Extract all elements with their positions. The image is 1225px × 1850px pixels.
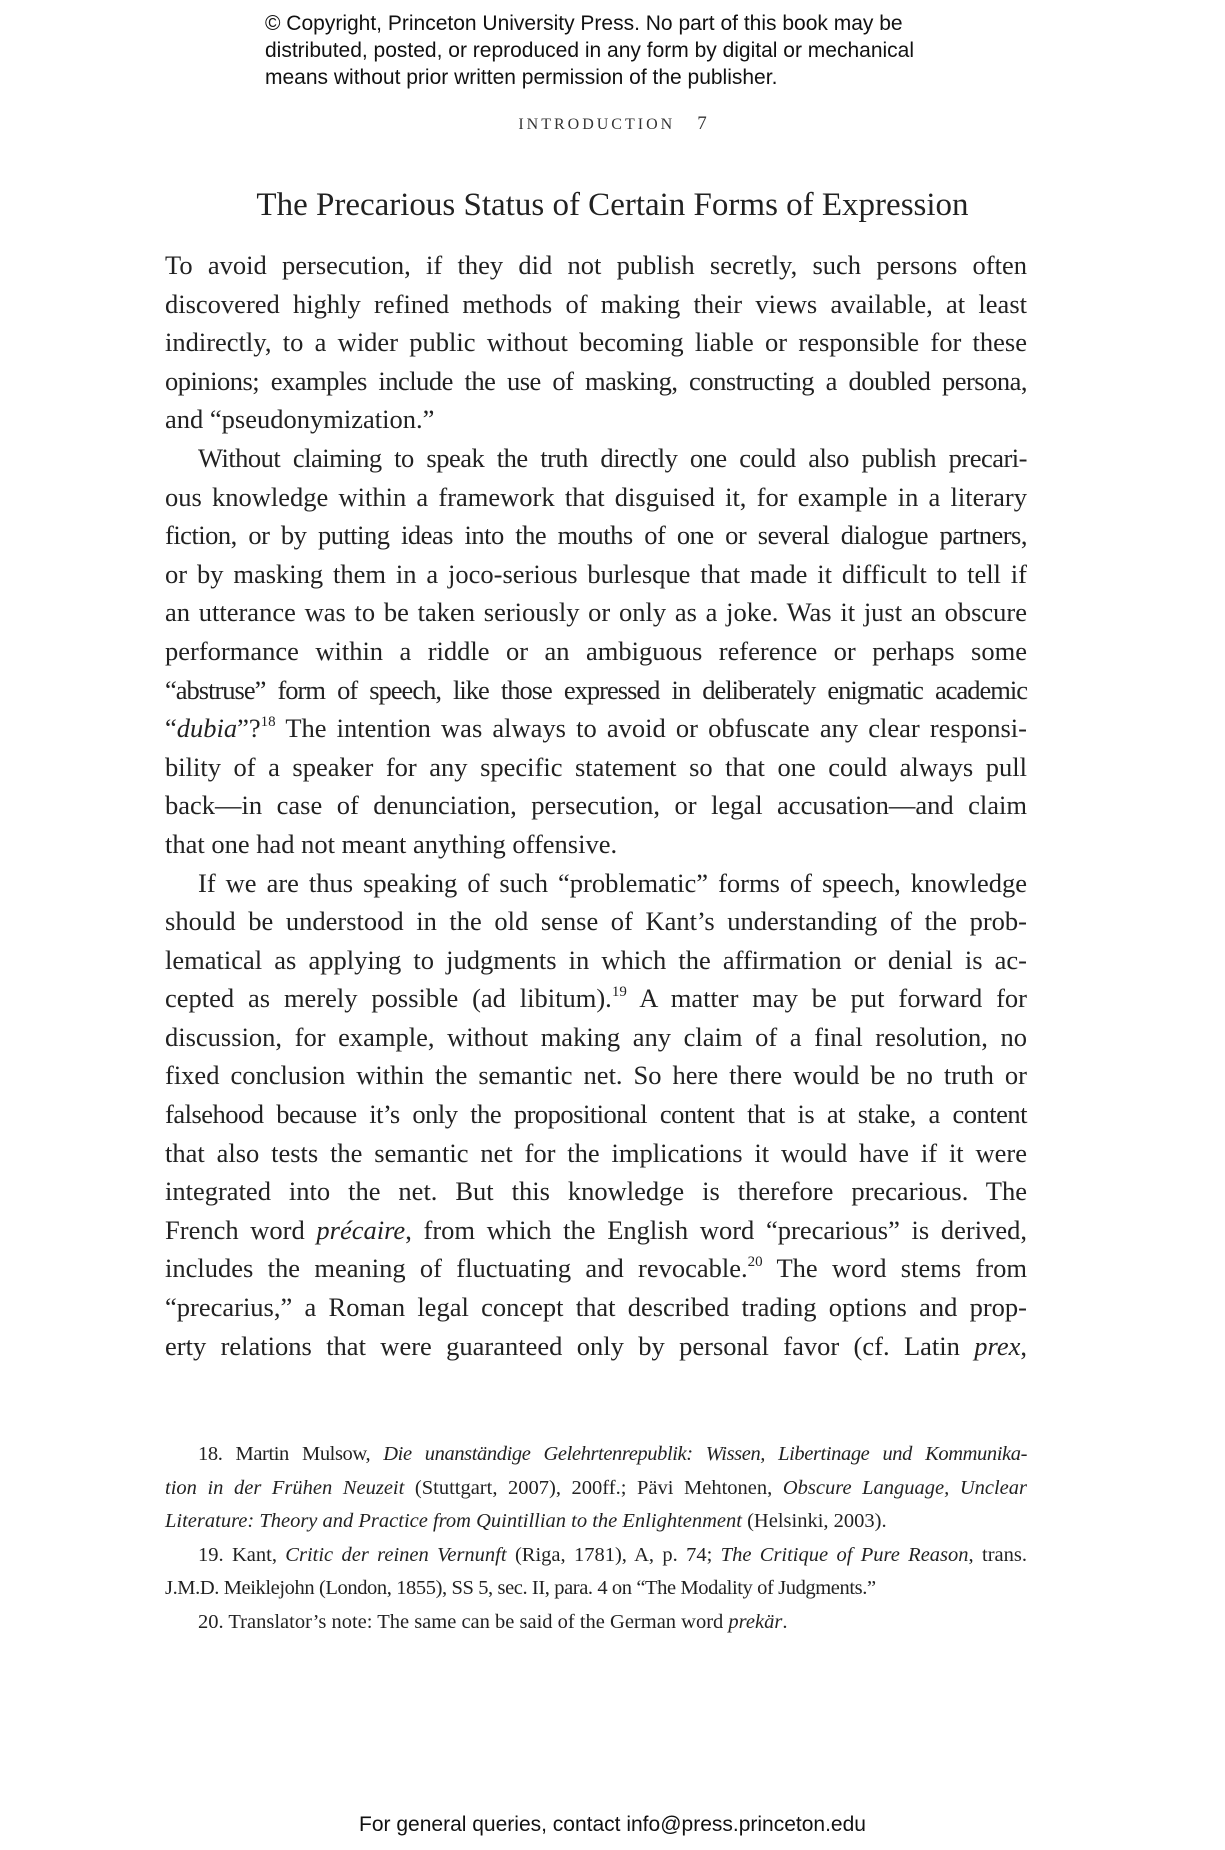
text-segment: ,: [1020, 1330, 1027, 1361]
text-segment: The intention was always to avoid or obfuscate any clear responsi-: [275, 713, 1027, 744]
copyright-notice: [265, 10, 1025, 91]
text-line: or by masking them in a joco-serious burlesque that made it difficult to tell if: [165, 558, 1027, 589]
text-line: that also tests the semantic net for the implications it would have if it were: [165, 1137, 1027, 1168]
italic-title: Literature: Theory and Practice from Quintillian to the Enlightenment: [165, 1510, 742, 1532]
text-line: opinions; examples include the use of masking, constructing a doubled persona,: [165, 365, 1027, 396]
text-line: [165, 709, 1027, 748]
copyright-line: distributed, posted, or reproduced in any form by digital or mechanical: [265, 39, 915, 62]
text-segment: , from which the English word “precarious” is derived,: [405, 1214, 1027, 1245]
italic-title: Die unanständige Gelehrtenrepublik: Wissen, Libertinage und Kommunika-: [383, 1443, 1027, 1465]
text-line: should be understood in the old sense of Kant’s understanding of the prob-: [165, 906, 1027, 937]
text-line: that one had not meant anything offensive.: [165, 828, 618, 859]
italic-term: prekär: [728, 1610, 783, 1633]
italic-title: Obscure Language, Unclear: [782, 1476, 1027, 1499]
text-line: ous knowledge within a framework that disguised it, for example in a literary: [165, 481, 1027, 512]
running-head-label: INTRODUCTION: [518, 116, 676, 133]
text-line: fixed conclusion within the semantic net. So here there would be no truth or: [165, 1060, 1027, 1091]
footnote-ref-18[interactable]: 18: [260, 714, 276, 731]
text-line: [165, 1327, 1027, 1366]
text-segment: cepted as merely possible (ad libitum).: [165, 983, 612, 1014]
text-segment: The word stems from: [762, 1253, 1027, 1284]
text-line: integrated into the net. But this knowledge is therefore precarious. The: [165, 1176, 1027, 1207]
text-line: performance within a riddle or an ambiguous reference or perhaps some: [165, 635, 1027, 666]
text-segment: A matter may be put forward for: [626, 983, 1027, 1014]
text-segment: .: [782, 1610, 788, 1633]
text-line: To avoid persecution, if they did not publish secretly, such persons often: [165, 250, 1027, 280]
text-segment: includes the meaning of fluctuating and revocable.: [165, 1253, 748, 1284]
text-segment: (Riga, 1781), A, p. 74;: [506, 1543, 721, 1566]
text-segment: French word: [165, 1214, 317, 1245]
text-segment: , trans.: [968, 1543, 1027, 1566]
text-line: back—in case of denunciation, persecution, or legal accusation—and claim: [165, 790, 1027, 821]
footnote-20: [165, 1606, 1027, 1640]
text-line: fiction, or by putting ideas into the mouths of one or several dialogue partners,: [165, 520, 1027, 551]
italic-title: Critic der reinen Vernunft: [285, 1543, 507, 1566]
quote-mark: ”?: [237, 713, 261, 744]
text-segment: 20. Translator’s note: The same can be said of the German word: [198, 1610, 729, 1633]
italic-term: dubia: [176, 713, 238, 744]
text-line: and “pseudonymization.”: [165, 404, 435, 435]
footnote-19-line: J.M.D. Meiklejohn (London, 1855), SS 5, sec. II, para. 4 on “The Modality of Judgments.”: [165, 1577, 876, 1599]
italic-term: prex: [974, 1330, 1021, 1361]
text-line: falsehood because it’s only the propositional content that is at stake, a content: [165, 1099, 1027, 1130]
footnote-18: [165, 1438, 1027, 1472]
section-title: The Precarious Status of Certain Forms of Expression: [256, 187, 969, 223]
text-line: bility of a speaker for any specific statement so that one could always pull: [165, 751, 1027, 782]
footer-contact: For general queries, contact info@press.princeton.edu: [359, 1813, 866, 1836]
text-line: [165, 979, 1027, 1018]
footnotes: [165, 1438, 1027, 1639]
text-line: “precarius,” a Roman legal concept that described trading options and prop-: [165, 1292, 1027, 1323]
text-line: discovered highly refined methods of making their views available, at least: [165, 288, 1027, 319]
text-line: an utterance was to be taken seriously or only as a joke. Was it just an obscure: [165, 597, 1027, 628]
italic-term: précaire: [316, 1214, 406, 1245]
text-line: [165, 1211, 1027, 1250]
footnote-number: 18. Martin Mulsow,: [198, 1443, 384, 1465]
quote-mark: “: [165, 713, 177, 744]
footnote-ref-20[interactable]: 20: [747, 1254, 763, 1271]
footnote-ref-19[interactable]: 19: [611, 984, 627, 1001]
text-line: If we are thus speaking of such “problematic” forms of speech, knowledge: [198, 867, 1027, 898]
text-line: [165, 1249, 1027, 1288]
text-line: indirectly, to a wider public without becoming liable or responsible for these: [165, 327, 1027, 358]
footnote-number: 19. Kant,: [198, 1543, 286, 1566]
page-number: 7: [697, 113, 707, 134]
text-line: discussion, for example, without making any claim of a final resolution, no: [165, 1021, 1027, 1052]
copyright-line: means without prior written permission of the publisher.: [265, 66, 778, 89]
footnote-19: [165, 1539, 1027, 1573]
footnote-18-line: [165, 1472, 1027, 1506]
text-line: Without claiming to speak the truth directly one could also publish precari-: [198, 442, 1027, 473]
text-line: “abstruse” form of speech, like those expressed in deliberately enigmatic academic: [165, 674, 1027, 705]
text-line: lematical as applying to judgments in which the affirmation or denial is ac-: [165, 944, 1027, 975]
copyright-line: © Copyright, Princeton University Press. No part of this book may be: [265, 12, 903, 35]
text-segment: (Stuttgart, 2007), 200ff.; Pävi Mehtonen,: [404, 1476, 783, 1499]
running-head: [0, 113, 1225, 135]
italic-title: The Critique of Pure Reason: [720, 1543, 969, 1566]
italic-title: tion in der Frühen Neuzeit: [165, 1476, 405, 1499]
text-segment: erty relations that were guaranteed only by personal favor (cf. Latin: [165, 1330, 975, 1361]
footnote-18-line: [165, 1505, 1027, 1539]
text-segment: (Helsinki, 2003).: [741, 1510, 887, 1532]
body-text: [165, 246, 1027, 1365]
